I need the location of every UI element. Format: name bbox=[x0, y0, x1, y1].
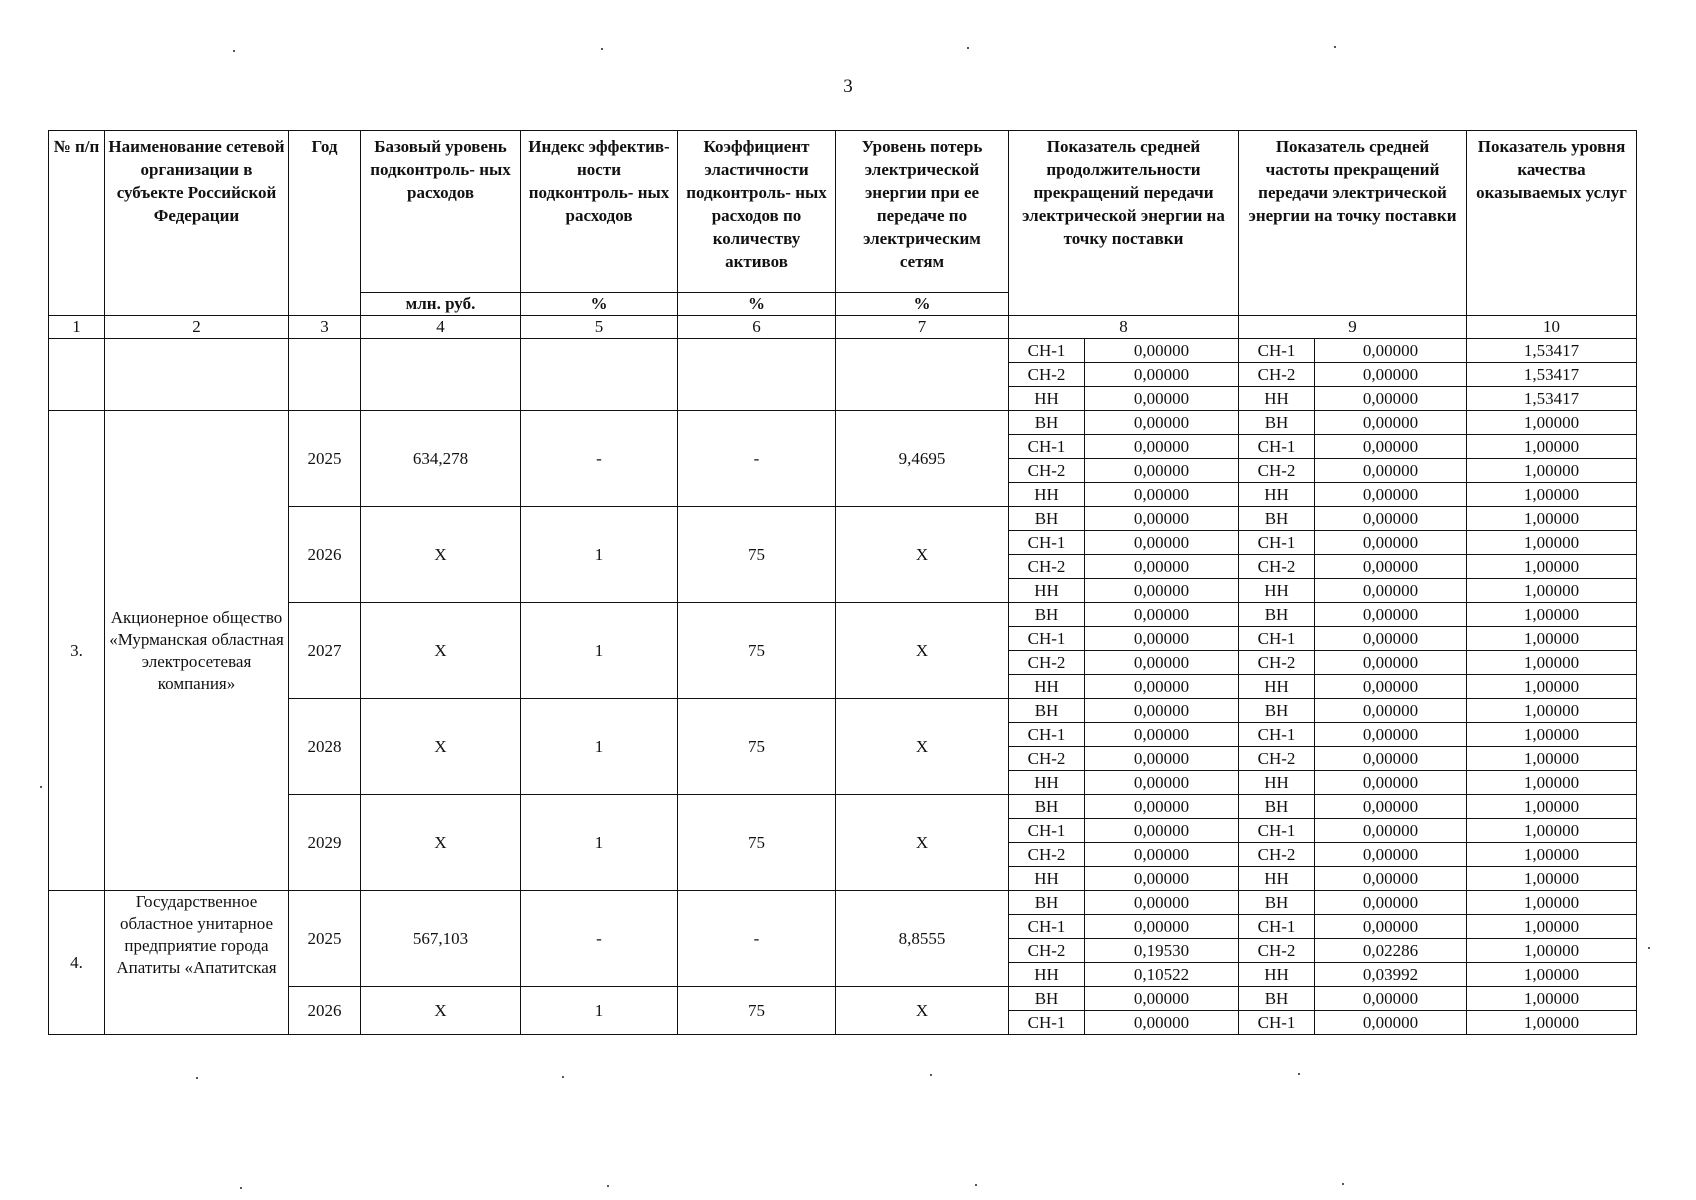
table-row bbox=[49, 411, 1637, 435]
duration-voltage-level: СН-2 bbox=[1009, 747, 1085, 771]
regulation-table bbox=[48, 130, 1637, 1035]
frequency-value: 0,00000 bbox=[1315, 603, 1467, 627]
frequency-value: 0,00000 bbox=[1315, 579, 1467, 603]
year-cell: 2025 bbox=[289, 411, 361, 507]
loss-level-cell: Х bbox=[836, 507, 1009, 603]
base-expenses-cell: 634,278 bbox=[361, 411, 521, 507]
unit-loss: % bbox=[836, 293, 1009, 316]
frequency-value: 0,00000 bbox=[1315, 1011, 1467, 1035]
duration-value: 0,19530 bbox=[1085, 939, 1239, 963]
frequency-voltage-level: ВН bbox=[1239, 699, 1315, 723]
duration-value: 0,00000 bbox=[1085, 771, 1239, 795]
num-cell bbox=[49, 339, 105, 411]
col-number: 5 bbox=[521, 316, 678, 339]
duration-value: 0,00000 bbox=[1085, 699, 1239, 723]
quality-value: 1,00000 bbox=[1467, 1011, 1637, 1035]
header-num: № п/п bbox=[49, 131, 105, 316]
frequency-voltage-level: СН-2 bbox=[1239, 555, 1315, 579]
scan-speck bbox=[1334, 46, 1336, 48]
duration-value: 0,00000 bbox=[1085, 579, 1239, 603]
duration-voltage-level: СН-1 bbox=[1009, 627, 1085, 651]
elasticity-coef-cell: 75 bbox=[678, 795, 836, 891]
frequency-value: 0,00000 bbox=[1315, 507, 1467, 531]
quality-value: 1,00000 bbox=[1467, 963, 1637, 987]
scan-speck bbox=[1342, 1183, 1344, 1185]
duration-value: 0,00000 bbox=[1085, 987, 1239, 1011]
duration-value: 0,00000 bbox=[1085, 675, 1239, 699]
efficiency-index-cell: 1 bbox=[521, 507, 678, 603]
quality-value: 1,00000 bbox=[1467, 627, 1637, 651]
scan-speck bbox=[930, 1074, 932, 1076]
year-cell: 2027 bbox=[289, 603, 361, 699]
frequency-voltage-level: НН bbox=[1239, 579, 1315, 603]
duration-voltage-level: СН-1 bbox=[1009, 531, 1085, 555]
frequency-value: 0,00000 bbox=[1315, 555, 1467, 579]
frequency-value: 0,00000 bbox=[1315, 819, 1467, 843]
frequency-voltage-level: СН-1 bbox=[1239, 1011, 1315, 1035]
frequency-voltage-level: НН bbox=[1239, 483, 1315, 507]
header-avg-duration: Показатель средней продолжительности прекращений передачи электрической энергии на точку поставки bbox=[1009, 131, 1239, 316]
scan-speck bbox=[967, 47, 969, 49]
duration-voltage-level: ВН bbox=[1009, 411, 1085, 435]
header-org-name: Наименование сетевой организации в субъекте Российской Федерации bbox=[105, 131, 289, 316]
col-number: 6 bbox=[678, 316, 836, 339]
org-name: Государственное областное унитарное предприятие города Апатиты «Апатитская bbox=[105, 891, 289, 1035]
scan-speck bbox=[975, 1184, 977, 1186]
col-number: 1 bbox=[49, 316, 105, 339]
org-number: 4. bbox=[49, 891, 105, 1035]
frequency-value: 0,00000 bbox=[1315, 459, 1467, 483]
header-loss-level: Уровень потерь электрической энергии при ее передаче по электрическим сетям bbox=[836, 131, 1009, 293]
frequency-value: 0,00000 bbox=[1315, 843, 1467, 867]
duration-value: 0,00000 bbox=[1085, 651, 1239, 675]
elasticity-coef-cell: - bbox=[678, 891, 836, 987]
table-row bbox=[49, 339, 1637, 363]
header-avg-frequency: Показатель средней частоты прекращений передачи электрической энергии на точку поставки bbox=[1239, 131, 1467, 316]
frequency-voltage-level: ВН bbox=[1239, 987, 1315, 1011]
scan-speck bbox=[196, 1077, 198, 1079]
frequency-voltage-level: СН-1 bbox=[1239, 819, 1315, 843]
base-expenses-cell: Х bbox=[361, 795, 521, 891]
quality-value: 1,00000 bbox=[1467, 843, 1637, 867]
frequency-voltage-level: СН-1 bbox=[1239, 915, 1315, 939]
frequency-value: 0,00000 bbox=[1315, 699, 1467, 723]
page-number: 3 bbox=[843, 76, 853, 97]
efficiency-index-cell: 1 bbox=[521, 795, 678, 891]
frequency-voltage-level: ВН bbox=[1239, 507, 1315, 531]
header-base-expenses: Базовый уровень подконтроль- ных расходов bbox=[361, 131, 521, 293]
loss-level-cell: Х bbox=[836, 987, 1009, 1035]
org-name: Акционерное общество «Мурманская областная электросетевая компания» bbox=[105, 411, 289, 891]
duration-voltage-level: СН-2 bbox=[1009, 459, 1085, 483]
duration-voltage-level: СН-1 bbox=[1009, 339, 1085, 363]
duration-voltage-level: ВН bbox=[1009, 795, 1085, 819]
quality-value: 1,53417 bbox=[1467, 339, 1637, 363]
loss-cell bbox=[836, 339, 1009, 411]
duration-voltage-level: ВН bbox=[1009, 507, 1085, 531]
scan-speck bbox=[1648, 947, 1650, 949]
duration-voltage-level: НН bbox=[1009, 675, 1085, 699]
org-number: 3. bbox=[49, 411, 105, 891]
frequency-voltage-level: СН-2 bbox=[1239, 747, 1315, 771]
quality-value: 1,00000 bbox=[1467, 651, 1637, 675]
col-number: 3 bbox=[289, 316, 361, 339]
frequency-value: 0,00000 bbox=[1315, 651, 1467, 675]
duration-value: 0,00000 bbox=[1085, 363, 1239, 387]
elasticity-coef-cell: 75 bbox=[678, 507, 836, 603]
quality-value: 1,00000 bbox=[1467, 819, 1637, 843]
org-name-cell bbox=[105, 339, 289, 411]
frequency-voltage-level: НН bbox=[1239, 387, 1315, 411]
quality-value: 1,00000 bbox=[1467, 987, 1637, 1011]
duration-value: 0,00000 bbox=[1085, 387, 1239, 411]
quality-value: 1,00000 bbox=[1467, 747, 1637, 771]
duration-voltage-level: СН-1 bbox=[1009, 915, 1085, 939]
quality-value: 1,00000 bbox=[1467, 867, 1637, 891]
frequency-value: 0,00000 bbox=[1315, 627, 1467, 651]
duration-voltage-level: НН bbox=[1009, 867, 1085, 891]
duration-voltage-level: ВН bbox=[1009, 603, 1085, 627]
duration-voltage-level: СН-2 bbox=[1009, 651, 1085, 675]
efficiency-index-cell: - bbox=[521, 891, 678, 987]
duration-value: 0,00000 bbox=[1085, 603, 1239, 627]
base-expenses-cell: Х bbox=[361, 603, 521, 699]
duration-value: 0,00000 bbox=[1085, 411, 1239, 435]
scan-speck bbox=[40, 786, 42, 788]
duration-voltage-level: НН bbox=[1009, 387, 1085, 411]
frequency-voltage-level: СН-2 bbox=[1239, 363, 1315, 387]
quality-value: 1,00000 bbox=[1467, 675, 1637, 699]
quality-value: 1,00000 bbox=[1467, 603, 1637, 627]
frequency-voltage-level: СН-1 bbox=[1239, 339, 1315, 363]
base-expenses-cell: Х bbox=[361, 987, 521, 1035]
year-cell: 2026 bbox=[289, 987, 361, 1035]
quality-value: 1,00000 bbox=[1467, 507, 1637, 531]
loss-level-cell: Х bbox=[836, 603, 1009, 699]
quality-value: 1,00000 bbox=[1467, 555, 1637, 579]
frequency-value: 0,00000 bbox=[1315, 747, 1467, 771]
base-expenses-cell: Х bbox=[361, 507, 521, 603]
frequency-value: 0,00000 bbox=[1315, 387, 1467, 411]
quality-value: 1,53417 bbox=[1467, 387, 1637, 411]
base-expenses-cell: 567,103 bbox=[361, 891, 521, 987]
base-cell bbox=[361, 339, 521, 411]
quality-value: 1,00000 bbox=[1467, 795, 1637, 819]
duration-voltage-level: НН bbox=[1009, 963, 1085, 987]
frequency-value: 0,00000 bbox=[1315, 795, 1467, 819]
frequency-voltage-level: НН bbox=[1239, 963, 1315, 987]
scan-speck bbox=[233, 50, 235, 52]
base-expenses-cell: Х bbox=[361, 699, 521, 795]
col-number: 10 bbox=[1467, 316, 1637, 339]
scan-speck bbox=[240, 1187, 242, 1189]
frequency-value: 0,03992 bbox=[1315, 963, 1467, 987]
duration-value: 0,00000 bbox=[1085, 747, 1239, 771]
duration-value: 0,00000 bbox=[1085, 531, 1239, 555]
duration-voltage-level: НН bbox=[1009, 483, 1085, 507]
frequency-value: 0,00000 bbox=[1315, 435, 1467, 459]
quality-value: 1,00000 bbox=[1467, 915, 1637, 939]
duration-voltage-level: СН-1 bbox=[1009, 723, 1085, 747]
header-elasticity-coef: Коэффициент эластичности подконтроль- ных расходов по количеству активов bbox=[678, 131, 836, 293]
frequency-voltage-level: СН-2 bbox=[1239, 843, 1315, 867]
unit-coef: % bbox=[678, 293, 836, 316]
frequency-voltage-level: НН bbox=[1239, 771, 1315, 795]
loss-level-cell: Х bbox=[836, 795, 1009, 891]
duration-value: 0,00000 bbox=[1085, 819, 1239, 843]
elasticity-coef-cell: 75 bbox=[678, 987, 836, 1035]
table-row bbox=[49, 891, 1637, 915]
duration-voltage-level: СН-2 bbox=[1009, 555, 1085, 579]
frequency-value: 0,00000 bbox=[1315, 411, 1467, 435]
elasticity-coef-cell: 75 bbox=[678, 603, 836, 699]
duration-value: 0,00000 bbox=[1085, 435, 1239, 459]
quality-value: 1,00000 bbox=[1467, 411, 1637, 435]
duration-voltage-level: ВН bbox=[1009, 987, 1085, 1011]
frequency-voltage-level: СН-1 bbox=[1239, 435, 1315, 459]
duration-value: 0,00000 bbox=[1085, 483, 1239, 507]
scan-speck bbox=[607, 1185, 609, 1187]
scan-speck bbox=[1298, 1073, 1300, 1075]
efficiency-index-cell: 1 bbox=[521, 603, 678, 699]
quality-value: 1,00000 bbox=[1467, 579, 1637, 603]
frequency-value: 0,02286 bbox=[1315, 939, 1467, 963]
year-cell: 2025 bbox=[289, 891, 361, 987]
frequency-value: 0,00000 bbox=[1315, 891, 1467, 915]
frequency-voltage-level: СН-1 bbox=[1239, 627, 1315, 651]
duration-value: 0,10522 bbox=[1085, 963, 1239, 987]
frequency-voltage-level: СН-2 bbox=[1239, 459, 1315, 483]
quality-value: 1,00000 bbox=[1467, 531, 1637, 555]
frequency-value: 0,00000 bbox=[1315, 915, 1467, 939]
header-year: Год bbox=[289, 131, 361, 316]
quality-value: 1,53417 bbox=[1467, 363, 1637, 387]
frequency-voltage-level: ВН bbox=[1239, 795, 1315, 819]
duration-voltage-level: НН bbox=[1009, 579, 1085, 603]
frequency-value: 0,00000 bbox=[1315, 531, 1467, 555]
frequency-value: 0,00000 bbox=[1315, 771, 1467, 795]
duration-voltage-level: СН-1 bbox=[1009, 819, 1085, 843]
col-number: 7 bbox=[836, 316, 1009, 339]
frequency-voltage-level: СН-2 bbox=[1239, 939, 1315, 963]
year-cell: 2029 bbox=[289, 795, 361, 891]
quality-value: 1,00000 bbox=[1467, 891, 1637, 915]
loss-level-cell: 8,8555 bbox=[836, 891, 1009, 987]
frequency-value: 0,00000 bbox=[1315, 867, 1467, 891]
frequency-voltage-level: ВН bbox=[1239, 603, 1315, 627]
elasticity-coef-cell: - bbox=[678, 411, 836, 507]
elasticity-coef-cell: 75 bbox=[678, 699, 836, 795]
duration-voltage-level: СН-2 bbox=[1009, 843, 1085, 867]
scan-speck bbox=[562, 1076, 564, 1078]
col-number: 9 bbox=[1239, 316, 1467, 339]
efficiency-index-cell: 1 bbox=[521, 987, 678, 1035]
frequency-value: 0,00000 bbox=[1315, 483, 1467, 507]
header-service-quality: Показатель уровня качества оказываемых услуг bbox=[1467, 131, 1637, 316]
table-body bbox=[49, 339, 1637, 1035]
duration-value: 0,00000 bbox=[1085, 627, 1239, 651]
frequency-voltage-level: ВН bbox=[1239, 891, 1315, 915]
coef-cell bbox=[678, 339, 836, 411]
frequency-voltage-level: ВН bbox=[1239, 411, 1315, 435]
duration-voltage-level: ВН bbox=[1009, 699, 1085, 723]
duration-value: 0,00000 bbox=[1085, 507, 1239, 531]
year-cell bbox=[289, 339, 361, 411]
duration-value: 0,00000 bbox=[1085, 915, 1239, 939]
quality-value: 1,00000 bbox=[1467, 435, 1637, 459]
duration-value: 0,00000 bbox=[1085, 795, 1239, 819]
year-cell: 2028 bbox=[289, 699, 361, 795]
frequency-value: 0,00000 bbox=[1315, 675, 1467, 699]
quality-value: 1,00000 bbox=[1467, 939, 1637, 963]
duration-value: 0,00000 bbox=[1085, 1011, 1239, 1035]
duration-value: 0,00000 bbox=[1085, 555, 1239, 579]
duration-value: 0,00000 bbox=[1085, 891, 1239, 915]
quality-value: 1,00000 bbox=[1467, 699, 1637, 723]
duration-value: 0,00000 bbox=[1085, 459, 1239, 483]
frequency-voltage-level: СН-1 bbox=[1239, 723, 1315, 747]
frequency-voltage-level: НН bbox=[1239, 675, 1315, 699]
frequency-value: 0,00000 bbox=[1315, 339, 1467, 363]
frequency-value: 0,00000 bbox=[1315, 987, 1467, 1011]
quality-value: 1,00000 bbox=[1467, 723, 1637, 747]
header-efficiency-index: Индекс эффектив- ности подконтроль- ных расходов bbox=[521, 131, 678, 293]
quality-value: 1,00000 bbox=[1467, 483, 1637, 507]
col-number: 2 bbox=[105, 316, 289, 339]
duration-value: 0,00000 bbox=[1085, 723, 1239, 747]
scan-speck bbox=[601, 48, 603, 50]
frequency-value: 0,00000 bbox=[1315, 363, 1467, 387]
duration-voltage-level: СН-1 bbox=[1009, 1011, 1085, 1035]
quality-value: 1,00000 bbox=[1467, 459, 1637, 483]
unit-base: млн. руб. bbox=[361, 293, 521, 316]
loss-level-cell: 9,4695 bbox=[836, 411, 1009, 507]
col-number: 4 bbox=[361, 316, 521, 339]
frequency-value: 0,00000 bbox=[1315, 723, 1467, 747]
year-cell: 2026 bbox=[289, 507, 361, 603]
duration-voltage-level: ВН bbox=[1009, 891, 1085, 915]
duration-voltage-level: СН-2 bbox=[1009, 363, 1085, 387]
unit-index: % bbox=[521, 293, 678, 316]
duration-value: 0,00000 bbox=[1085, 843, 1239, 867]
frequency-voltage-level: СН-1 bbox=[1239, 531, 1315, 555]
duration-value: 0,00000 bbox=[1085, 867, 1239, 891]
col-number: 8 bbox=[1009, 316, 1239, 339]
quality-value: 1,00000 bbox=[1467, 771, 1637, 795]
duration-voltage-level: СН-2 bbox=[1009, 939, 1085, 963]
duration-voltage-level: СН-1 bbox=[1009, 435, 1085, 459]
frequency-voltage-level: НН bbox=[1239, 867, 1315, 891]
efficiency-index-cell: - bbox=[521, 411, 678, 507]
index-cell bbox=[521, 339, 678, 411]
duration-voltage-level: НН bbox=[1009, 771, 1085, 795]
duration-value: 0,00000 bbox=[1085, 339, 1239, 363]
loss-level-cell: Х bbox=[836, 699, 1009, 795]
efficiency-index-cell: 1 bbox=[521, 699, 678, 795]
frequency-voltage-level: СН-2 bbox=[1239, 651, 1315, 675]
